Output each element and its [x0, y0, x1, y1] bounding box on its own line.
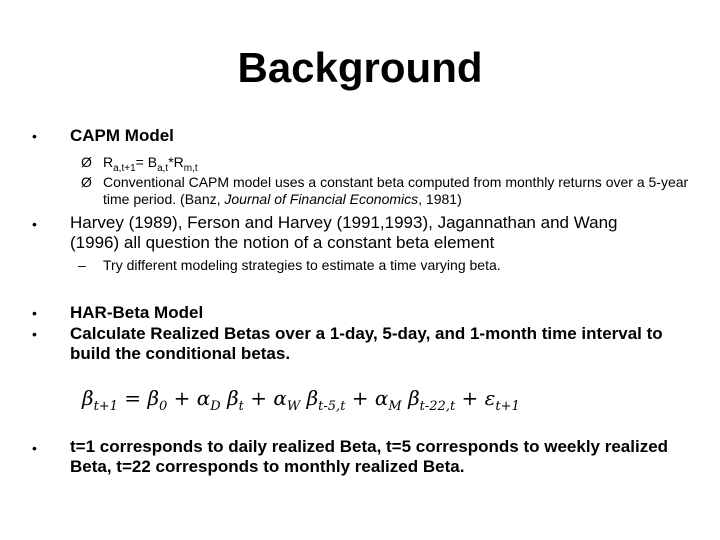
- dash-bullet-icon: –: [78, 257, 86, 273]
- har-description-line-2: build the conditional betas.: [70, 344, 291, 363]
- harvey-subpoint: Try different modeling strategies to estimate a time varying beta.: [103, 257, 501, 273]
- slide-title: Background: [237, 44, 483, 91]
- arrow-bullet-icon: Ø: [81, 174, 92, 190]
- capm-description: Conventional CAPM model uses a constant beta computed from monthly returns over a 5-year time period. (Banz, Journal of Financial Economics, 1981): [103, 174, 689, 207]
- har-formula: $\beta_{t+1} = \beta_0 + \alpha_D$ $\beta_t + \alpha_W$ $\beta_{t-5,t} + \alpha_M$ $\beta_{t-22,t} + \varepsilon_{t+1}$: [82, 386, 520, 414]
- arrow-bullet-icon: Ø: [81, 154, 92, 170]
- capm-heading: CAPM Model: [70, 126, 174, 145]
- har-description-line-1: Calculate Realized Betas over a 1-day, 5-day, and 1-month time interval to: [70, 324, 663, 343]
- harvey-line-1: Harvey (1989), Ferson and Harvey (1991,1993), Jagannathan and Wang: [70, 213, 618, 232]
- harvey-line-2: (1996) all question the notion of a constant beta element: [70, 233, 495, 252]
- bullet-icon: •: [32, 128, 37, 144]
- t-description-line-2: Beta, t=22 corresponds to monthly realized Beta.: [70, 457, 465, 476]
- bullet-icon: •: [32, 216, 37, 232]
- t-description-line-1: t=1 corresponds to daily realized Beta, t=5 corresponds to weekly realized: [70, 437, 669, 456]
- bullet-icon: •: [32, 326, 37, 342]
- bullet-icon: •: [32, 305, 37, 321]
- har-heading: HAR-Beta Model: [70, 303, 204, 322]
- capm-formula-line: $R_{a,t+1}= B_{a,t}*R_{m,t}$: [103, 154, 198, 174]
- bullet-icon: •: [32, 440, 37, 456]
